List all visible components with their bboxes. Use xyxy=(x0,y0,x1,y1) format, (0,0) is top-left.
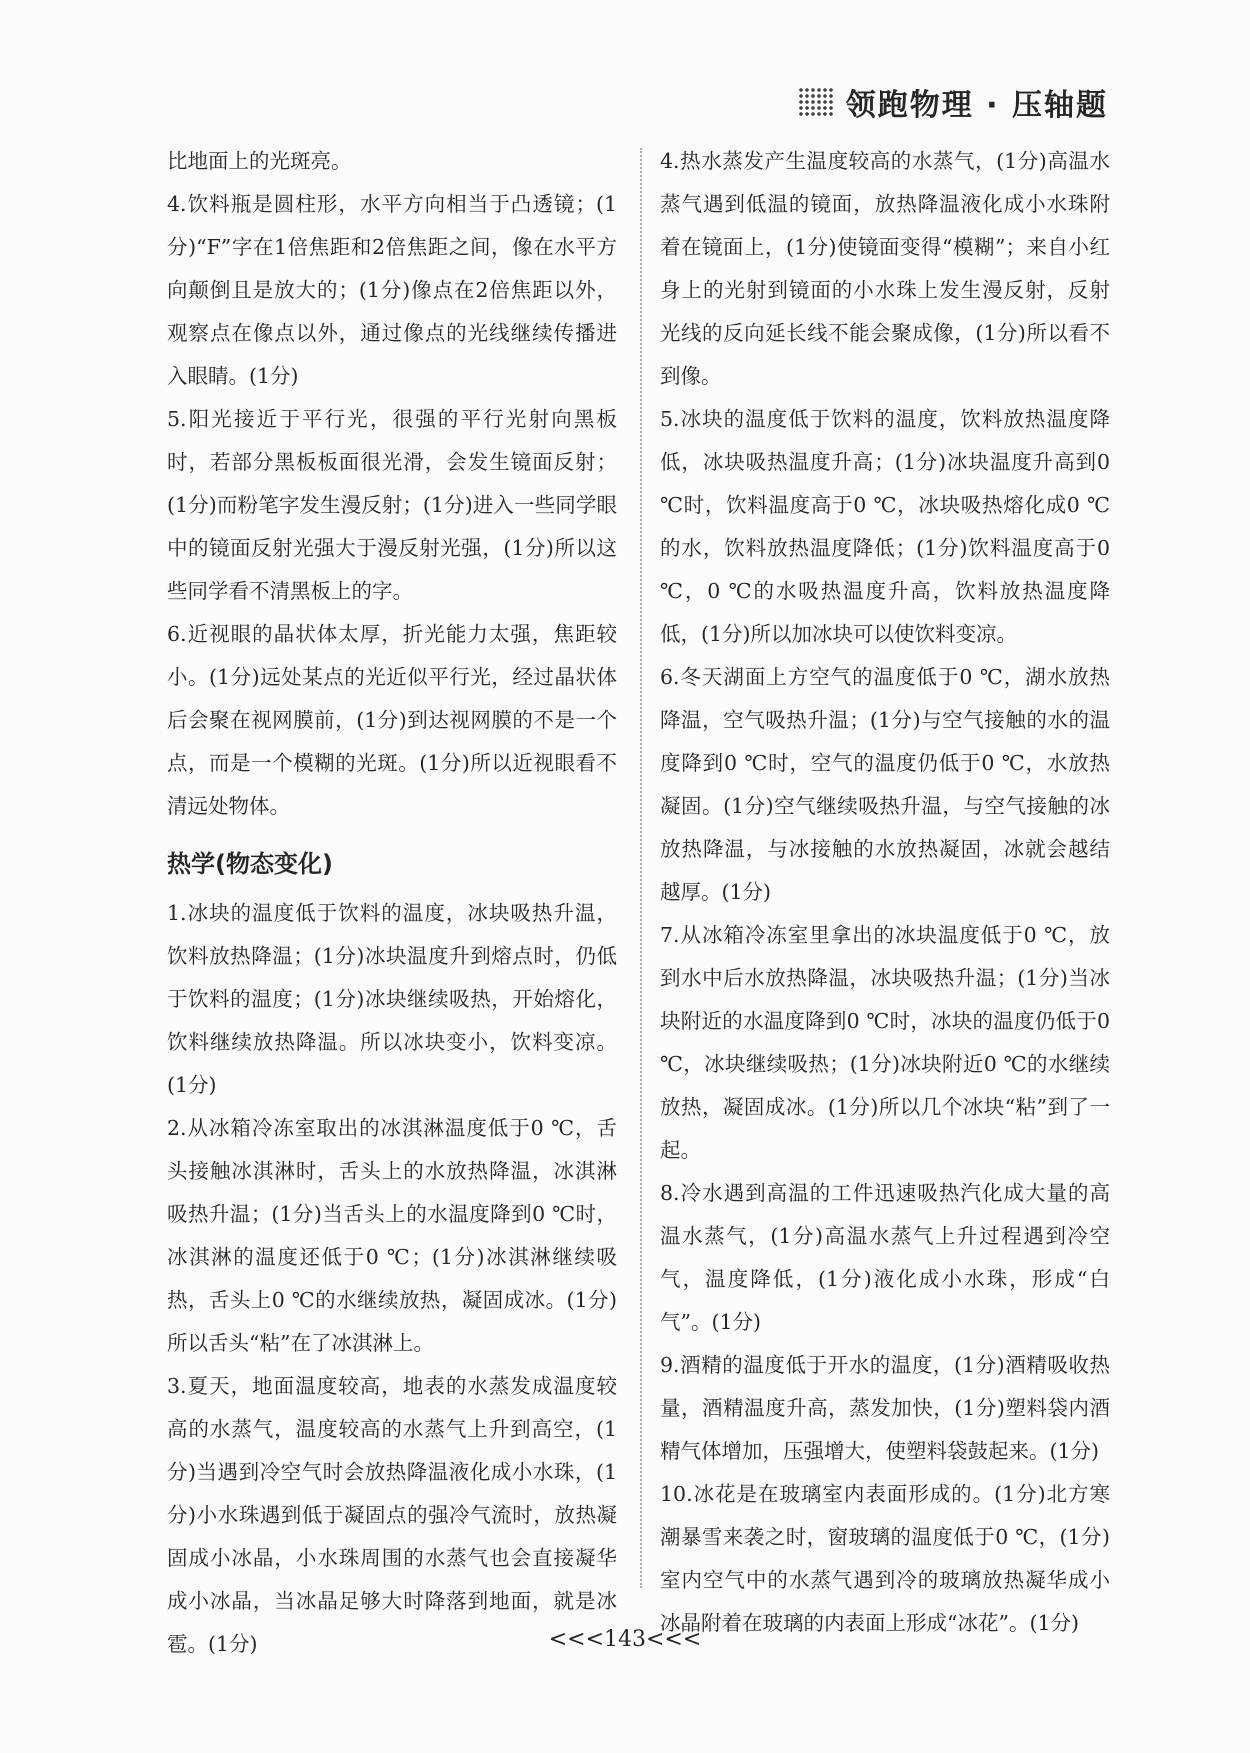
answer-item: 4.饮料瓶是圆柱形，水平方向相当于凸透镜；(1分)“F”字在1倍焦距和2倍焦距之间，像在水平方向颠倒且是放大的；(1分)像点在2倍焦距以外，观察点在像点以外，通过像点的光线继续传播进入眼睛。(1分) xyxy=(167,192,617,388)
answer-item: 2.从冰箱冷冻室取出的冰淇淋温度低于0 ℃，舌头接触冰淇淋时，舌头上的水放热降温，冰淇淋吸热升温；(1分)当舌头上的水温度降到0 ℃时，冰淇淋的温度还低于0 ℃；(1分)冰淇淋继续吸热，舌头上0 ℃的水继续放热，凝固成冰。(1分)所以舌头“粘”在了冰淇淋上。 xyxy=(167,1116,617,1355)
answer-item: 5.冰块的温度低于饮料的温度，饮料放热温度降低，冰块吸热温度升高；(1分)冰块温度升高到0 ℃时，饮料温度高于0 ℃，冰块吸热熔化成0 ℃的水，饮料放热温度降低；(1分)饮料温度高于0 ℃，0 ℃的水吸热温度升高，饮料放热温度降低，(1分)所以加冰块可以使饮料变凉。 xyxy=(660,407,1110,646)
section-title: 热学(物态变化) xyxy=(167,850,333,878)
answer-item: 6.冬天湖面上方空气的温度低于0 ℃，湖水放热降温，空气吸热升温；(1分)与空气接触的水的温度降到0 ℃时，空气的温度仍低于0 ℃，水放热凝固。(1分)空气继续吸热升温，与空气接触的冰放热降温，与冰接触的水放热凝固，冰就会越结越厚。(1分) xyxy=(660,665,1110,904)
answer-item: 5.阳光接近于平行光，很强的平行光射向黑板时，若部分黑板板面很光滑，会发生镜面反射；(1分)而粉笔字发生漫反射；(1分)进入一些同学眼中的镜面反射光强大于漫反射光强，(1分)所以这些同学看不清黑板上的字。 xyxy=(167,407,617,603)
book-title: 领跑物理 · 压轴题 xyxy=(845,88,1108,123)
running-header xyxy=(798,80,1108,124)
answer-item: 6.近视眼的晶状体太厚，折光能力太强，焦距较小。(1分)远处某点的光近似平行光，经过晶状体后会聚在视网膜前，(1分)到达视网膜的不是一个点，而是一个模糊的光斑。(1分)所以近视眼看不清远处物体。 xyxy=(167,622,617,818)
answer-item: 7.从冰箱冷冻室里拿出的冰块温度低于0 ℃，放到水中后水放热降温，冰块吸热升温；(1分)当冰块附近的水温度降到0 ℃时，冰块的温度仍低于0 ℃，冰块继续吸热；(1分)冰块附近0 ℃的水继续放热，凝固成冰。(1分)所以几个冰块“粘”到了一起。 xyxy=(660,923,1110,1162)
answer-item: 4.热水蒸发产生温度较高的水蒸气，(1分)高温水蒸气遇到低温的镜面，放热降温液化成小水珠附着在镜面上，(1分)使镜面变得“模糊”；来自小红身上的光射到镜面的小水珠上发生漫反射，反射光线的反向延长线不能会聚成像，(1分)所以看不到像。 xyxy=(660,149,1110,388)
answer-item: 比地面上的光斑亮。 xyxy=(167,149,352,173)
page-number: <<<143<<< xyxy=(548,1627,702,1652)
answer-item: 9.酒精的温度低于开水的温度，(1分)酒精吸收热量，酒精温度升高，蒸发加快，(1分)塑料袋内酒精气体增加，压强增大，使塑料袋鼓起来。(1分) xyxy=(660,1353,1110,1463)
right-column xyxy=(660,140,1110,1645)
dot-grid-icon xyxy=(798,87,834,117)
answer-item: 1.冰块的温度低于饮料的温度，冰块吸热升温，饮料放热降温；(1分)冰块温度升到熔点时，仍低于饮料的温度；(1分)冰块继续吸热，开始熔化，饮料继续放热降温。所以冰块变小，饮料变凉。(1分) xyxy=(167,901,617,1097)
left-column xyxy=(167,140,617,1666)
answer-item: 8.冷水遇到高温的工件迅速吸热汽化成大量的高温水蒸气，(1分)高温水蒸气上升过程遇到冷空气，温度降低，(1分)液化成小水珠，形成“白气”。(1分) xyxy=(660,1181,1110,1334)
answer-item: 10.冰花是在玻璃室内表面形成的。(1分)北方寒潮暴雪来袭之时，窗玻璃的温度低于0 ℃，(1分)室内空气中的水蒸气遇到冷的玻璃放热凝华成小冰晶附着在玻璃的内表面上形成“冰花”。(1分) xyxy=(660,1482,1110,1635)
answer-item: 3.夏天，地面温度较高，地表的水蒸发成温度较高的水蒸气，温度较高的水蒸气上升到高空，(1分)当遇到冷空气时会放热降温液化成小水珠，(1分)小水珠遇到低于凝固点的强冷气流时，放热凝固成小冰晶，小水珠周围的水蒸气也会直接凝华成小冰晶，当冰晶足够大时降落到地面，就是冰雹。(1分) xyxy=(167,1374,617,1656)
column-divider xyxy=(640,148,642,1588)
